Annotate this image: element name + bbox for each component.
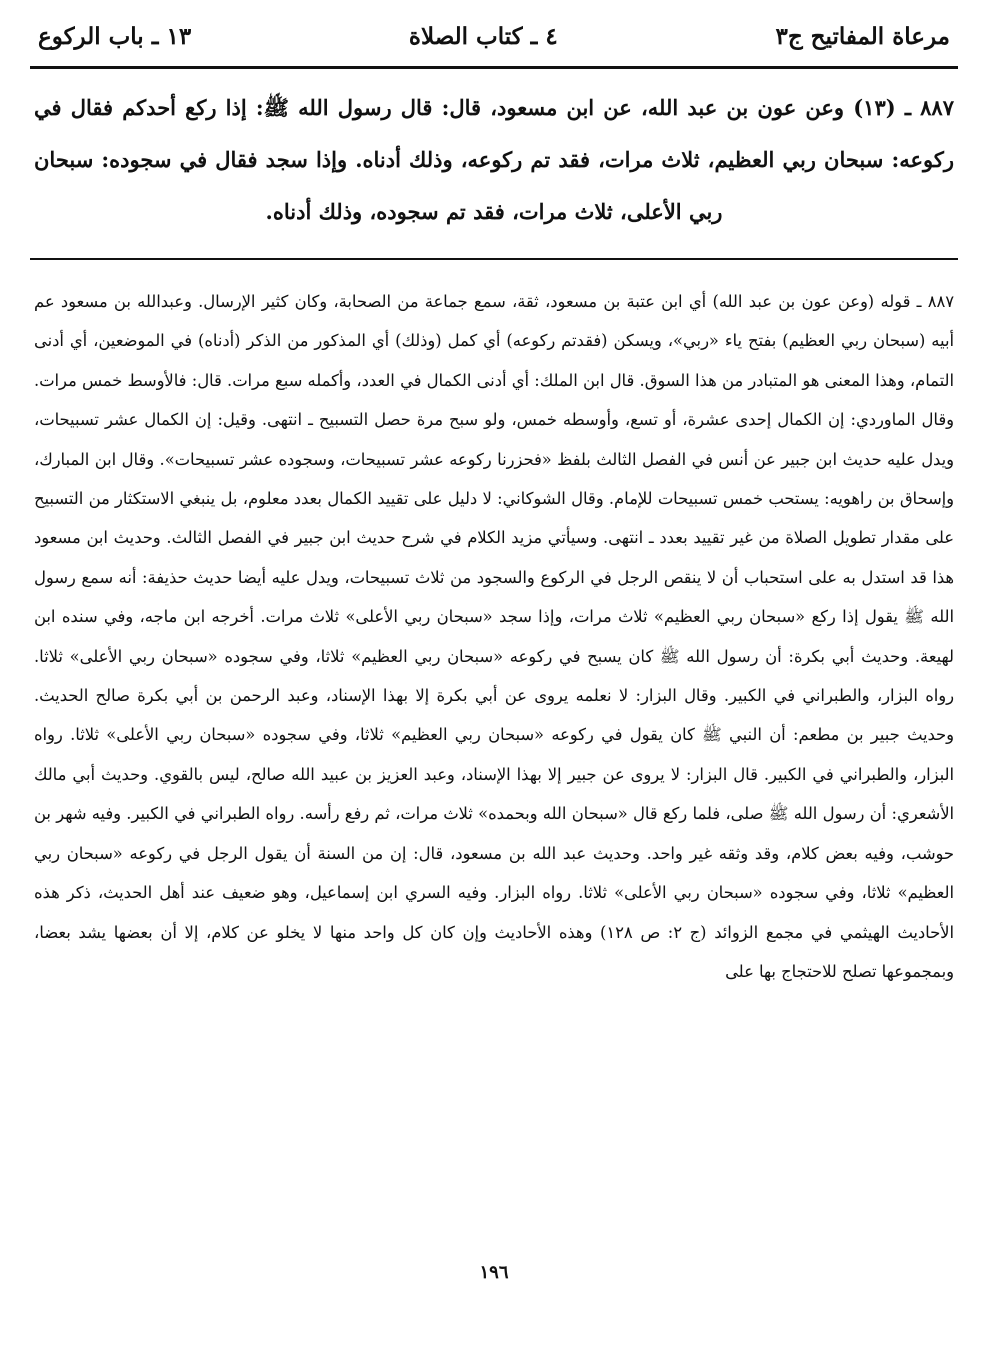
header-bab: ١٣ ـ باب الركوع bbox=[38, 22, 192, 50]
page-number: ١٩٦ bbox=[479, 1262, 509, 1283]
commentary-block bbox=[34, 282, 954, 991]
running-header bbox=[38, 14, 950, 58]
hadith-paragraph: ٨٨٧ ـ (١٣) وعن عون بن عبد الله، عن ابن مسعود، قال: قال رسول الله ﷺ: إذا ركع أحدكم فقال في ركوعه: سبحان ربي العظيم، ثلاث مرات، فقد تم ركوعه، وذلك أدناه. وإذا سجد فقال في سجوده: سبحان ربي الأعلى، ثلاث مرات، فقد تم سجوده، وذلك أدناه. bbox=[34, 95, 954, 224]
header-kitab: ٤ ـ كتاب الصلاة bbox=[408, 22, 558, 50]
hadith-text-block bbox=[34, 82, 954, 238]
section-divider bbox=[30, 258, 958, 260]
commentary-paragraph: ٨٨٧ ـ قوله (وعن عون بن عبد الله) أي ابن عتبة بن مسعود، ثقة، سمع جماعة من الصحابة، وكان كثير الإرسال. وعبدالله بن مسعود عم أبيه (سبحان ربي العظيم) بفتح ياء «ربي»، ويسكن (فقدتم ركوعه) أي كمل (وذلك) أي المذكور من الذكر (أدناه) في الموضعين، أي أدنى التمام، وهذا المعنى هو المتبادر من هذا السوق. قال ابن الملك: أي أدنى الكمال في العدد، وأكمله سبع مرات. قال: فالأوسط خمس مرات. وقال الماوردي: إن الكمال إحدى عشرة، أو تسع، وأوسطه خمس، ولو سبح مرة حصل التسبيح ـ انتهى. وقيل: إن الكمال عشر تسبيحات، ويدل عليه حديث ابن جبير عن أنس في الفصل الثالث بلفظ «فحزرنا ركوعه عشر تسبيحات، وسجوده عشر تسبيحات». وقال ابن المبارك، وإسحاق بن راهويه: يستحب خمس تسبيحات للإمام. وقال الشوكاني: لا دليل على تقييد الكمال بعدد معلوم، بل ينبغي الاستكثار من التسبيح على مقدار تطويل الصلاة من غير تقييد بعدد ـ انتهى. وسيأتي مزيد الكلام في شرح حديث ابن جبير في الفصل الثالث. وحديث ابن مسعود هذا قد استدل به على استحباب أن لا ينقص الرجل في الركوع والسجود من ثلاث تسبيحات، ويدل عليه أيضا حديث حذيفة: أنه سمع رسول الله ﷺ يقول إذا ركع «سبحان ربي العظيم» ثلاث مرات، وإذا سجد «سبحان ربي الأعلى» ثلاث مرات. أخرجه ابن ماجه، وفي سنده ابن لهيعة. وحديث أبي بكرة: أن رسول الله ﷺ كان يسبح في ركوعه «سبحان ربي العظيم» ثلاثا، وفي سجوده «سبحان ربي الأعلى» ثلاثا. رواه البزار، والطبراني في الكبير. وقال البزار: لا نعلمه يروى عن أبي بكرة إلا بهذا الإسناد، وعبد الرحمن بن أبي بكرة صالح الحديث. وحديث جبير بن مطعم: أن النبي ﷺ كان يقول في ركوعه «سبحان ربي العظيم» ثلاثا، وفي سجوده «سبحان ربي الأعلى» ثلاثا. رواه البزار، والطبراني في الكبير. قال البزار: لا يروى عن جبير إلا بهذا الإسناد، وعبد العزيز بن عبيد الله صالح، ليس بالقوي. وحديث أبي مالك الأشعري: أن رسول الله ﷺ صلى، فلما ركع قال «سبحان الله وبحمده» ثلاث مرات، ثم رفع رأسه. رواه الطبراني في الكبير. وفيه شهر بن حوشب، وفيه بعض كلام، وقد وثقه غير واحد. وحديث عبد الله بن مسعود، قال: إن من السنة أن يقول الرجل في ركوعه «سبحان ربي العظيم» ثلاثا، وفي سجوده «سبحان ربي الأعلى» ثلاثا. رواه البزار. وفيه السري ابن إسماعيل، وهو ضعيف عند أهل الحديث، ذكر هذه الأحاديث الهيثمي في مجمع الزوائد (ج ٢: ص ١٢٨) وهذه الأحاديث وإن كان كل واحد منها لا يخلو عن كلام، إلا أن بعضها يشد بعضا، وبمجموعها تصلح للاحتجاج بها على bbox=[34, 292, 954, 981]
header-rule bbox=[30, 66, 958, 69]
header-book-title: مرعاة المفاتيح ج٣ bbox=[775, 22, 950, 50]
